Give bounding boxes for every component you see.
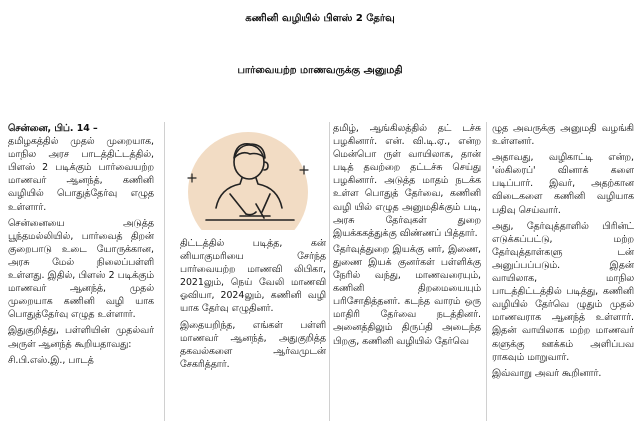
article-column-3 [333,122,481,421]
paragraph: சென்னையை அடுத்த பூந்தமல்லியில், பார்வைத் திறன் குறைபாடு உடை யோருக்கான, அரசு மேல் நிலைப்பள்ளி உள்ளது. இதில், பிளஸ் 2 படிக்கும் மாணவர் ஆனந்த், முதல் முறையாக கணினி வழி யாக பொதுத்தேர்வு எழுத உள்ளார். [8,217,154,321]
column-divider [164,122,165,421]
paragraph: இதுகுறித்து, பள்ளியின் முதல்வர் அருள் ஆனந்த் கூறியதாவது: [8,325,154,350]
paragraph: இதையறிந்த, எங்கள் பள்ளி மாணவர் ஆனந்த், அதுகுறித்த தகவல்களை ஆர்வமுடன் சேகரித்தார். [180,319,326,370]
paragraph: சி.பி.எஸ்.இ., பாடத் [8,354,94,366]
paragraph [8,122,154,214]
column-divider [329,122,330,421]
headline-line-2: பார்வையற்ற மாணவருக்கு அனுமதி [237,65,403,76]
article-column-1 [8,122,154,421]
paragraph: தேர்வுத்துறை இயக்கு னர், இணை, துணை இயக் குனர்கள் பள்ளிக்கு நேரில் வந்து, மாணவரையும், கணினி திறமையையும் பரிசோதித்தனர். கடந்த வாரம் ஒரு மாதிரி தேர்வை நடத்தினர். அனைத்திலும் திருப்தி அடைந்த பிறகு, கணினி வழியில் தேர்வெ [333,243,481,347]
paragraph: திட்டத்தில் படித்த, கன் னியாகுமரியை சேர்ந்த பார்வையற்ற மாணவி லிபிகா, 2021லும், நெய் வேலி மாணவி ஓவியா, 2024லும், கணினி வழி யாக தேர்வு எழுதினர். [180,238,326,315]
student-writing-icon [170,122,320,230]
illustration [170,122,320,230]
column-divider [486,122,487,421]
article-column-4 [492,122,634,421]
dateline: சென்னை, பிப். 14 – [8,123,98,134]
article-column-2 [180,237,326,421]
paragraph: தமிழ், ஆங்கிலத்தில் தட் டச்சு பழகினார். என். வி.டி.ஏ., என்ற மென்பொ ருள் வாயிலாக, தான் படித் தவற்றை தட்டச்சு செய்து பழகினார். அடுத்த மாதம் நடக்க உள்ள பொதுத் தேர்வை, கணினி வழி யில் எழுத அனுமதிக்கும் படி, அரசு தேர்வுகள் துறை இயக்ககத்துக்கு விண்ணப் பித்தார். [333,123,481,239]
paragraph: அதாவது, வழிகாட்டி என்ற, 'ஸ்கிரைப்' வினாக் களை படிப்பார். இவர், அதற்கான விடைகளை கணினி வழியாக பதிவு செய்வார். [492,152,634,216]
headline-line-1: கணினி வழியில் பிளஸ் 2 தேர்வு [245,13,395,24]
paragraph: ழுத அவருக்கு அனுமதி வழங்கி உள்ளனர். [492,123,634,148]
paragraph-text: தமிழகத்தில் முதல் முறையாக, மாநில அரச பாடத்திட்டத்தில், பிளஸ் 2 படிக்கும் பார்வையற்ற மாணவர் ஆனந்த், கணினி வழியில் பொதுத்தேர்வு எழுத உள்ளார். [8,136,154,213]
paragraph: இவ்வாறு அவர் கூறினார். [492,367,602,379]
paragraph: அது, தேர்வுத்தாளில் பிரின்ட் எடுக்கப்பட்டு, மற்ற தேர்வுத்தாள்களு டன் அனுப்பப்படும். இதன் வாயிலாக, மாநில பாடத்திட்டத்தில் படித்து, கணினி வழியில் தேர்வெ ழுதும் முதல் மாணவராக ஆனந்த் உள்ளார். இதன் வாயிலாக மற்ற மாணவர் களுக்கு ஊக்கம் அளிப்பவ ராகவும் மாறுவார். [492,220,634,363]
